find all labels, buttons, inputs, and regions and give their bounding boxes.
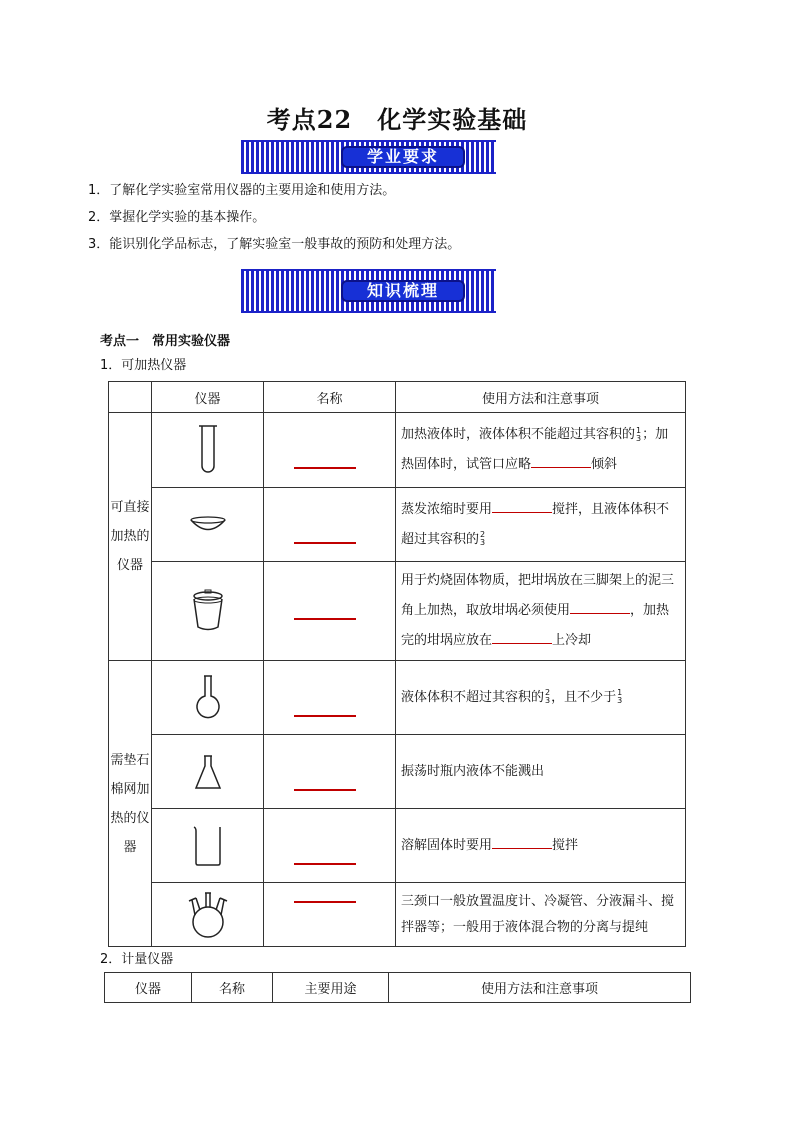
table-row: [109, 809, 686, 883]
answer-blank[interactable]: [570, 599, 630, 614]
name-answer-cell[interactable]: [264, 562, 396, 661]
header-main-use: 主要用途: [273, 973, 389, 1003]
banner-requirements: [241, 140, 496, 174]
subsection-title: 1．可加热仪器: [100, 358, 187, 373]
banner-knowledge-label: 知识梳理: [341, 280, 465, 302]
evaporating-dish-icon: [189, 515, 227, 535]
header-usage: 使用方法和注意事项: [396, 382, 686, 413]
header-name: 名称: [192, 973, 273, 1003]
three-neck-flask-icon: [186, 890, 230, 940]
instrument-cell: [152, 562, 264, 661]
usage-cell: 用于灼烧固体物质，把坩埚放在三脚架上的泥三角上加热，取放坩埚必须使用 ，加热完的坩埚应放在 上冷却: [396, 562, 686, 661]
fraction: 1 3: [617, 688, 623, 705]
crucible-icon: [190, 589, 226, 633]
name-answer-cell[interactable]: [264, 661, 396, 735]
header-instrument: 仪器: [105, 973, 192, 1003]
banner-knowledge: [241, 269, 496, 313]
instrument-cell: [152, 809, 264, 883]
table-row: [109, 413, 686, 488]
header-blank: [109, 382, 152, 413]
group-asbestos-net-heat: 需垫石棉网加热的仪器: [109, 661, 152, 947]
table-header-row: [109, 382, 686, 413]
test-tube-icon: [196, 424, 220, 476]
requirement-item: 1．了解化学实验室常用仪器的主要用途和使用方法。: [88, 183, 396, 198]
round-flask-icon: [193, 674, 223, 722]
subsection-title: 2．计量仪器: [100, 952, 174, 967]
instrument-cell: [152, 661, 264, 735]
heatable-instruments-table: [108, 381, 686, 947]
table-row: [109, 488, 686, 562]
usage-cell: 加热液体时，液体体积不能超过其容积的 1 3 ；加热固体时，试管口应略 倾斜: [396, 413, 686, 488]
beaker-icon: [192, 825, 224, 867]
answer-blank[interactable]: [492, 498, 552, 513]
table-row: [109, 883, 686, 947]
answer-blank[interactable]: [531, 453, 591, 468]
name-answer-cell[interactable]: [264, 883, 396, 947]
table-header-row: [105, 973, 691, 1003]
group-direct-heat: 可直接加热的仪器: [109, 413, 152, 661]
banner-requirements-label: 学业要求: [341, 146, 465, 168]
usage-cell: 蒸发浓缩时要用 搅拌，且液体体积不超过其容积的 2 3: [396, 488, 686, 562]
page-title: 考点22 化学实验基础: [266, 105, 528, 134]
usage-cell: 三颈口一般放置温度计、冷凝管、分液漏斗、搅拌器等；一般用于液体混合物的分离与提纯: [396, 883, 686, 947]
name-answer-cell[interactable]: [264, 809, 396, 883]
header-name: 名称: [264, 382, 396, 413]
header-usage: 使用方法和注意事项: [389, 973, 691, 1003]
name-answer-cell[interactable]: [264, 488, 396, 562]
usage-cell: 液体体积不超过其容积的 2 3 ，且不少于 1 3: [396, 661, 686, 735]
section-title: 考点一 常用实验仪器: [100, 334, 231, 349]
name-answer-cell[interactable]: [264, 735, 396, 809]
name-answer-cell[interactable]: [264, 413, 396, 488]
fraction: 2 3: [545, 688, 551, 705]
requirement-item: 2．掌握化学实验的基本操作。: [88, 210, 266, 225]
fraction: 2 3: [480, 530, 486, 547]
requirement-item: 3．能识别化学品标志，了解实验室一般事故的预防和处理方法。: [88, 237, 461, 252]
instrument-cell: [152, 735, 264, 809]
answer-blank[interactable]: [492, 629, 552, 644]
answer-blank[interactable]: [492, 834, 552, 849]
table-row: [109, 735, 686, 809]
instrument-cell: [152, 883, 264, 947]
measuring-instruments-table: [104, 972, 691, 1003]
header-instrument: 仪器: [152, 382, 264, 413]
table-row: [109, 562, 686, 661]
instrument-cell: [152, 413, 264, 488]
fraction: 1 3: [636, 425, 642, 443]
table-row: [109, 661, 686, 735]
usage-cell: 振荡时瓶内液体不能溅出: [396, 735, 686, 809]
usage-cell: 溶解固体时要用 搅拌: [396, 809, 686, 883]
conical-flask-icon: [194, 754, 222, 790]
instrument-cell: [152, 488, 264, 562]
